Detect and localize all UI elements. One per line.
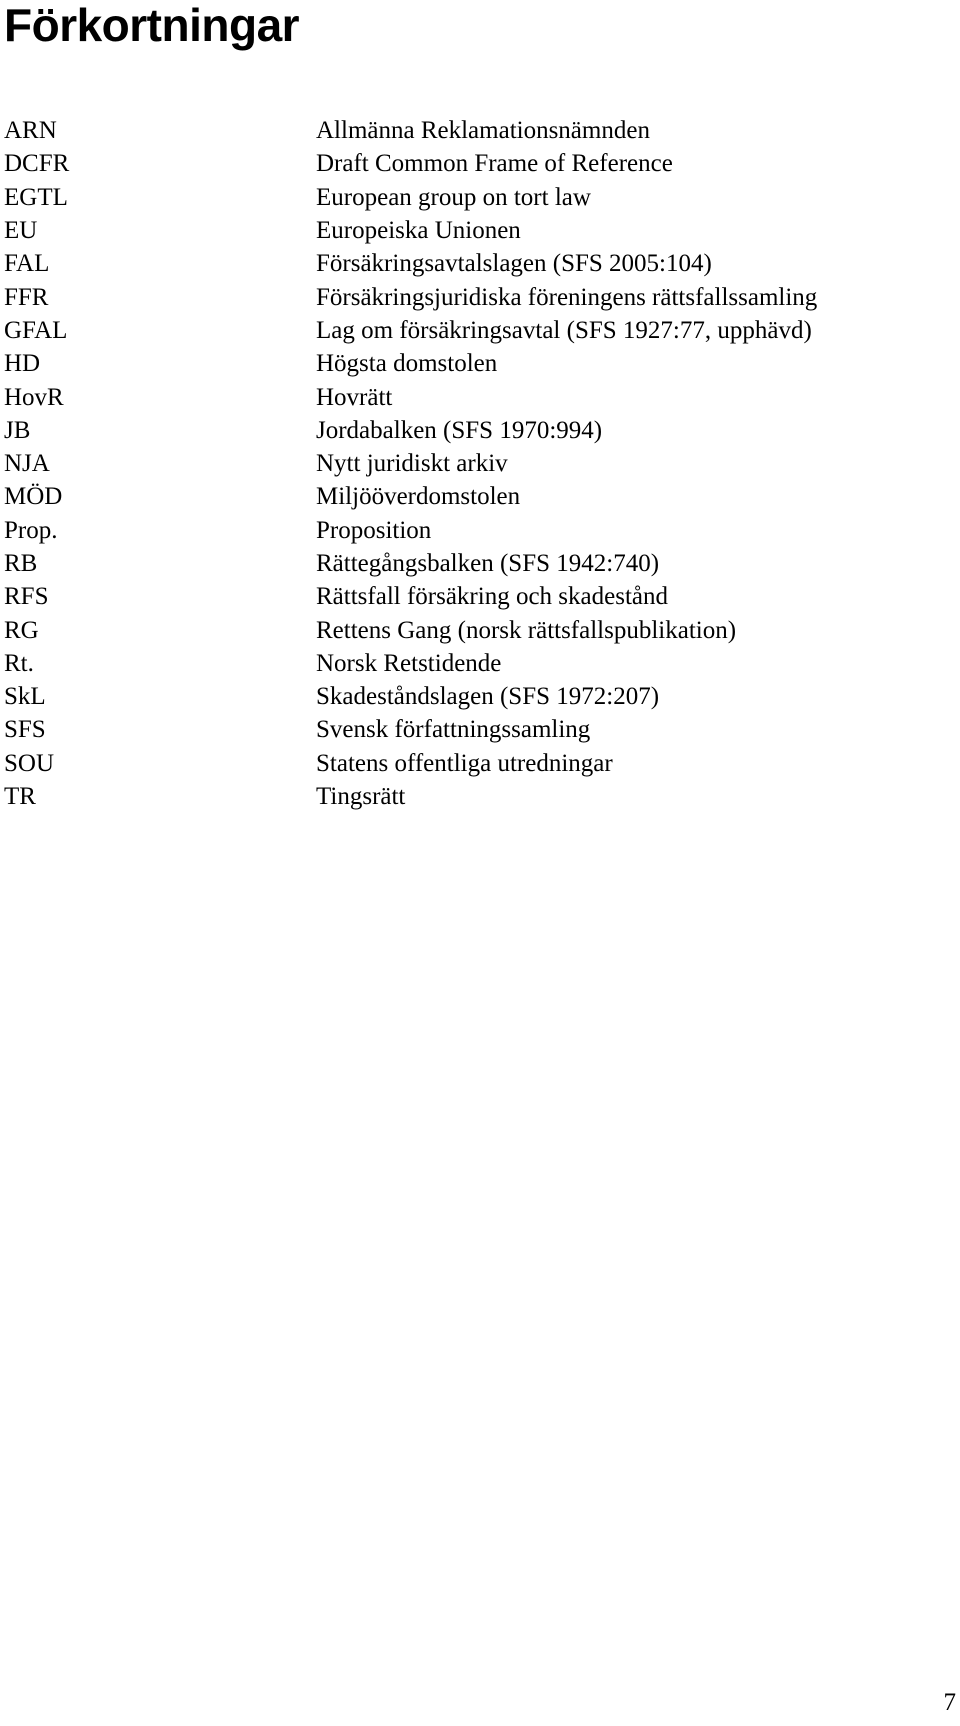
abbreviation-definition: Försäkringsjuridiska föreningens rättsfallssamling — [316, 283, 818, 311]
abbreviation-term: RB — [4, 550, 38, 577]
abbreviation-term: HD — [4, 350, 41, 378]
abbreviation-definition: Allmänna Reklamationsnämnden — [316, 117, 650, 145]
page-number: 7 — [943, 1689, 956, 1716]
abbreviation-definition: Miljööverdomstolen — [316, 483, 521, 511]
page-title: Förkortningar — [4, 0, 300, 51]
abbreviation-list — [4, 114, 904, 813]
abbreviation-definition: Hovrätt — [316, 383, 393, 411]
abbreviation-definition: Tingsrätt — [316, 783, 406, 811]
abbreviation-row — [4, 613, 904, 646]
abbreviation-term: ARN — [4, 117, 57, 145]
abbreviation-row — [4, 547, 904, 580]
abbreviation-row — [4, 680, 904, 713]
abbreviation-term: NJA — [4, 450, 50, 478]
abbreviation-definition: Försäkringsavtalslagen (SFS 2005:104) — [316, 250, 712, 278]
abbreviation-row — [4, 580, 904, 613]
abbreviation-term: RG — [4, 616, 39, 644]
abbreviation-term: JB — [4, 416, 31, 444]
abbreviation-definition: Rättegångsbalken (SFS 1942:740) — [316, 550, 660, 577]
abbreviation-row — [4, 447, 904, 480]
abbreviation-row — [4, 780, 904, 813]
abbreviation-definition: Draft Common Frame of Reference — [316, 150, 673, 178]
abbreviation-term: Prop. — [4, 516, 58, 544]
abbreviation-row — [4, 747, 904, 780]
abbreviation-definition: Statens offentliga utredningar — [316, 749, 613, 777]
abbreviation-row — [4, 380, 904, 413]
abbreviation-row — [4, 214, 904, 247]
abbreviation-definition: Jordabalken (SFS 1970:994) — [316, 416, 603, 444]
abbreviation-definition: Proposition — [316, 516, 432, 544]
abbreviation-term: EU — [4, 217, 38, 245]
abbreviation-row — [4, 247, 904, 280]
abbreviation-definition: Rettens Gang (norsk rättsfallspublikation) — [316, 616, 737, 644]
abbreviation-definition: Högsta domstolen — [316, 350, 498, 378]
abbreviation-term: HovR — [4, 383, 64, 411]
abbreviation-term: SFS — [4, 716, 46, 744]
abbreviation-row — [4, 114, 904, 147]
abbreviation-term: RFS — [4, 583, 49, 611]
abbreviation-row — [4, 314, 904, 347]
abbreviation-term: SOU — [4, 749, 55, 777]
abbreviation-definition: Europeiska Unionen — [316, 217, 521, 245]
abbreviation-term: DCFR — [4, 150, 70, 178]
abbreviation-definition: Lag om försäkringsavtal (SFS 1927:77, upphävd) — [316, 316, 812, 344]
abbreviation-definition: Nytt juridiskt arkiv — [316, 450, 508, 478]
abbreviation-term: GFAL — [4, 316, 68, 344]
abbreviation-definition: Svensk författningssamling — [316, 716, 591, 744]
abbreviation-row — [4, 514, 904, 547]
abbreviation-row — [4, 147, 904, 180]
abbreviation-term: MÖD — [4, 483, 63, 511]
abbreviation-row — [4, 181, 904, 214]
abbreviation-definition: European group on tort law — [316, 183, 591, 211]
abbreviation-row — [4, 713, 904, 746]
abbreviation-row — [4, 480, 904, 513]
abbreviation-row — [4, 347, 904, 380]
abbreviation-term: FAL — [4, 250, 50, 278]
abbreviation-definition: Norsk Retstidende — [316, 649, 502, 677]
abbreviation-term: FFR — [4, 283, 49, 311]
abbreviation-row — [4, 414, 904, 447]
abbreviation-definition: Rättsfall försäkring och skadestånd — [316, 583, 668, 611]
abbreviation-definition: Skadeståndslagen (SFS 1972:207) — [316, 683, 660, 711]
abbreviation-term: TR — [4, 783, 36, 811]
abbreviation-row — [4, 280, 904, 313]
abbreviation-term: SkL — [4, 683, 46, 711]
abbreviation-term: EGTL — [4, 183, 68, 211]
abbreviation-term: Rt. — [4, 649, 34, 677]
abbreviation-row — [4, 647, 904, 680]
